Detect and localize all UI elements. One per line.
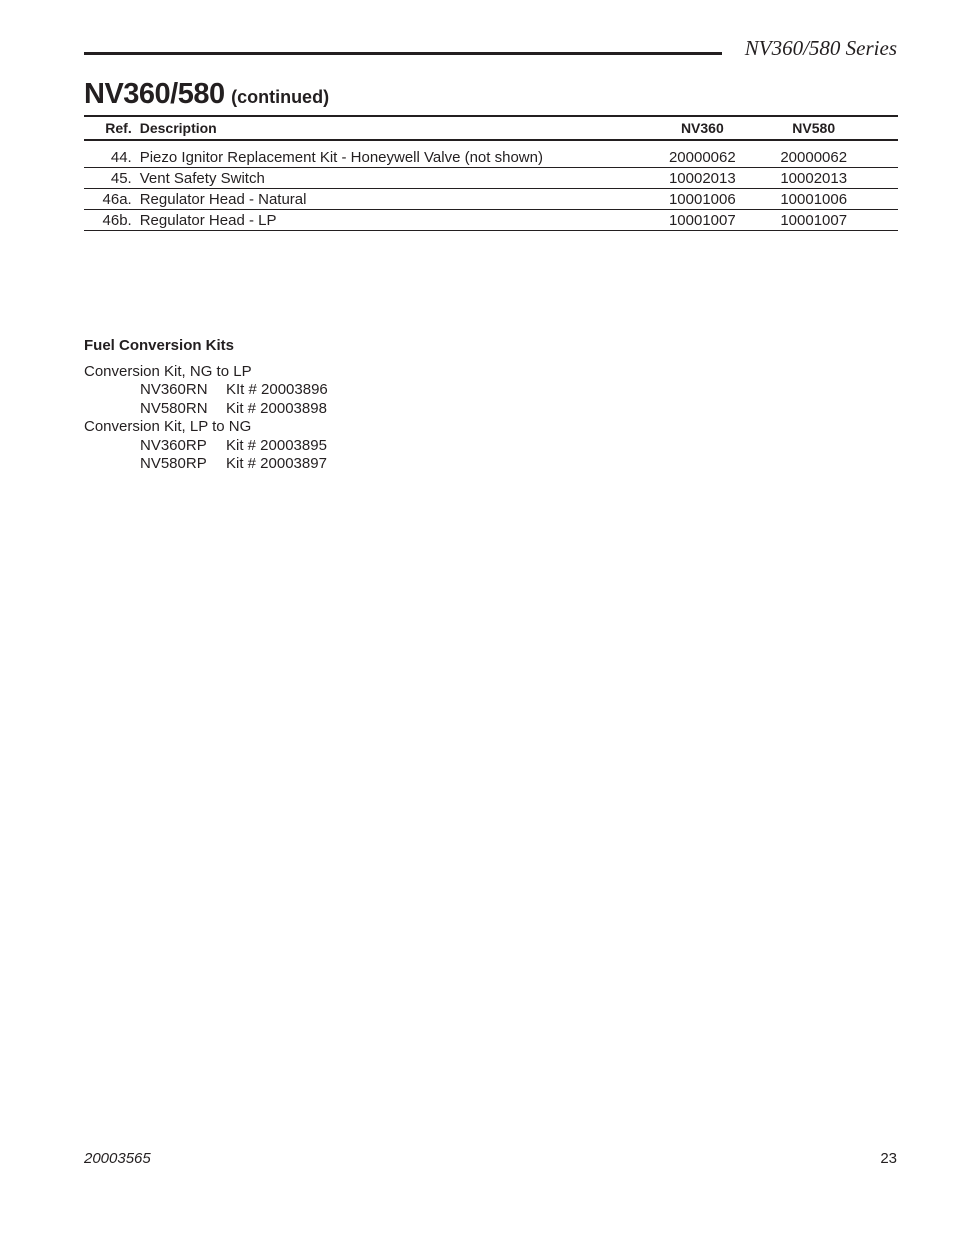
kit-model: NV580RP — [140, 455, 207, 472]
kit-model: NV360RN — [140, 381, 208, 398]
cell-description: Regulator Head - Natural — [140, 189, 644, 210]
page-title-main: NV360/580 — [84, 78, 225, 110]
cell-nv360: 10002013 — [644, 168, 761, 189]
kit-model: NV360RP — [140, 436, 207, 454]
kit-item — [84, 437, 328, 456]
footer-page-number: 23 — [880, 1150, 897, 1167]
table-row — [84, 210, 898, 231]
kit-number: Kit # 20003897 — [226, 455, 327, 472]
fuel-kits-heading: Fuel Conversion Kits — [84, 337, 235, 354]
column-header-description: Description — [140, 116, 644, 140]
column-header-pad — [866, 116, 898, 140]
cell-pad — [866, 189, 898, 210]
kit-number: Kit # 20003898 — [226, 399, 327, 417]
fuel-conversion-kits — [84, 337, 328, 474]
kit-group-title: Conversion Kit, LP to NG — [84, 418, 252, 435]
cell-nv360: 20000062 — [644, 147, 761, 168]
kit-number: KIt # 20003896 — [226, 381, 328, 398]
header-rule — [84, 52, 722, 55]
cell-nv580: 20000062 — [761, 147, 866, 168]
kit-model: NV580RN — [140, 399, 208, 417]
cell-nv580: 10002013 — [761, 168, 866, 189]
cell-pad — [866, 168, 898, 189]
cell-pad — [866, 210, 898, 231]
cell-ref: 45. — [84, 168, 140, 189]
cell-nv360: 10001006 — [644, 189, 761, 210]
kit-item — [84, 381, 328, 400]
cell-ref: 44. — [84, 147, 140, 168]
kit-item — [84, 455, 328, 474]
table-spacer-row — [84, 140, 898, 147]
table-row — [84, 189, 898, 210]
cell-nv360: 10001007 — [644, 210, 761, 231]
cell-ref: 46b. — [84, 210, 140, 231]
column-header-ref: Ref. — [84, 116, 140, 140]
kit-item — [84, 400, 328, 419]
table-header-row — [84, 116, 898, 140]
kit-group-title: Conversion Kit, NG to LP — [84, 362, 252, 380]
table-row — [84, 147, 898, 168]
parts-table — [84, 115, 898, 231]
cell-description: Regulator Head - LP — [140, 210, 644, 231]
kit-number: Kit # 20003895 — [226, 436, 327, 454]
page-title-sub: (continued) — [231, 87, 330, 107]
cell-pad — [866, 147, 898, 168]
column-header-nv360: NV360 — [644, 116, 761, 140]
cell-ref: 46a. — [84, 189, 140, 210]
page-title — [84, 78, 329, 111]
table-row — [84, 168, 898, 189]
footer-doc-number: 20003565 — [84, 1150, 151, 1167]
cell-nv580: 10001006 — [761, 189, 866, 210]
series-title: NV360/580 Series — [744, 36, 897, 60]
cell-description: Vent Safety Switch — [140, 168, 644, 189]
cell-description: Piezo Ignitor Replacement Kit - Honeywell Valve (not shown) — [140, 147, 644, 168]
column-header-nv580: NV580 — [761, 116, 866, 140]
cell-nv580: 10001007 — [761, 210, 866, 231]
